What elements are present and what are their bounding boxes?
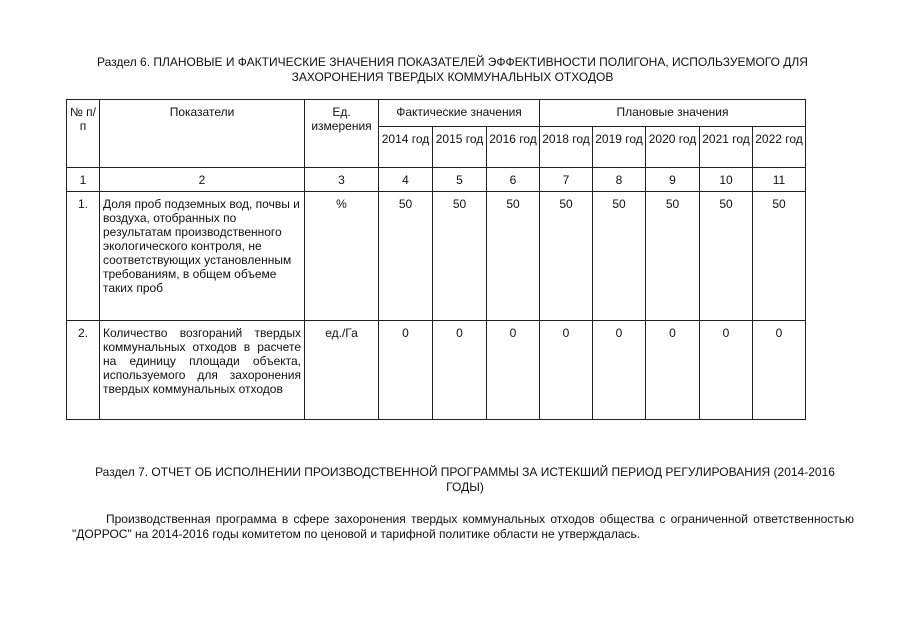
indicators-table xyxy=(66,99,806,420)
value-cell: 0 xyxy=(700,321,753,420)
header-year-2014: 2014 год xyxy=(379,127,433,168)
column-number: 8 xyxy=(593,168,646,192)
column-number: 5 xyxy=(433,168,487,192)
column-number: 4 xyxy=(379,168,433,192)
column-number: 2 xyxy=(100,168,305,192)
column-number: 6 xyxy=(487,168,540,192)
column-number: 10 xyxy=(700,168,753,192)
header-indicator: Показатели xyxy=(100,100,305,168)
header-year-2015: 2015 год xyxy=(433,127,487,168)
value-cell: 0 xyxy=(379,321,433,420)
value-cell: 0 xyxy=(487,321,540,420)
header-num: № п/п xyxy=(67,100,100,168)
table-row xyxy=(67,192,806,321)
header-year-2021: 2021 год xyxy=(700,127,753,168)
header-unit: Ед. измерения xyxy=(305,100,379,168)
column-number: 3 xyxy=(305,168,379,192)
value-cell: 50 xyxy=(753,192,806,321)
value-cell: 50 xyxy=(593,192,646,321)
value-cell: 0 xyxy=(433,321,487,420)
indicator-name: Доля проб подземных вод, почвы и воздуха, отобранных по результатам производственного экологического контроля, не соответствующих установленным требованиям, в общем объеме таких проб xyxy=(100,192,305,321)
value-cell: 0 xyxy=(593,321,646,420)
section-6-title: Раздел 6. ПЛАНОВЫЕ И ФАКТИЧЕСКИЕ ЗНАЧЕНИЯ ПОКАЗАТЕЛЕЙ ЭФФЕКТИВНОСТИ ПОЛИГОНА, ИСПОЛЬЗУЕМОГО ДЛЯ ЗАХОРОНЕНИЯ ТВЕРДЫХ КОММУНАЛЬНЫХ ОТХОДОВ xyxy=(97,55,808,84)
row-number: 1. xyxy=(67,192,100,321)
value-cell: 50 xyxy=(433,192,487,321)
header-year-2018: 2018 год xyxy=(540,127,593,168)
value-cell: 0 xyxy=(540,321,593,420)
value-cell: 50 xyxy=(646,192,700,321)
header-planned-values: Плановые значения xyxy=(540,100,806,127)
column-number-row xyxy=(67,168,806,192)
row-number: 2. xyxy=(67,321,100,420)
table-row xyxy=(67,321,806,420)
unit-cell: % xyxy=(305,192,379,321)
value-cell: 50 xyxy=(487,192,540,321)
header-year-2016: 2016 год xyxy=(487,127,540,168)
header-actual-values: Фактические значения xyxy=(379,100,540,127)
value-cell: 0 xyxy=(646,321,700,420)
column-number: 9 xyxy=(646,168,700,192)
section-7-title: Раздел 7. ОТЧЕТ ОБ ИСПОЛНЕНИИ ПРОИЗВОДСТВЕННОЙ ПРОГРАММЫ ЗА ИСТЕКШИЙ ПЕРИОД РЕГУЛИРОВАНИЯ (2014-2016 ГОДЫ) xyxy=(95,465,835,494)
value-cell: 50 xyxy=(700,192,753,321)
column-number: 11 xyxy=(753,168,806,192)
column-number: 7 xyxy=(540,168,593,192)
column-number: 1 xyxy=(67,168,100,192)
unit-cell: ед./Га xyxy=(305,321,379,420)
header-year-2022: 2022 год xyxy=(753,127,806,168)
section-7-paragraph: Производственная программа в сфере захоронения твердых коммунальных отходов общества с ограниченной ответственностью "ДОРРОС" на 2014-2016 годы комитетом по ценовой и тарифной политике области не утверждалась. xyxy=(72,512,854,541)
value-cell: 50 xyxy=(379,192,433,321)
header-year-2020: 2020 год xyxy=(646,127,700,168)
header-year-2019: 2019 год xyxy=(593,127,646,168)
value-cell: 50 xyxy=(540,192,593,321)
indicator-name: Количество возгораний твердых коммунальных отходов в расчете на единицу площади объекта, используемого для захоронения твердых коммунальных отходов xyxy=(100,321,305,420)
header-row-groups xyxy=(67,100,806,127)
value-cell: 0 xyxy=(753,321,806,420)
